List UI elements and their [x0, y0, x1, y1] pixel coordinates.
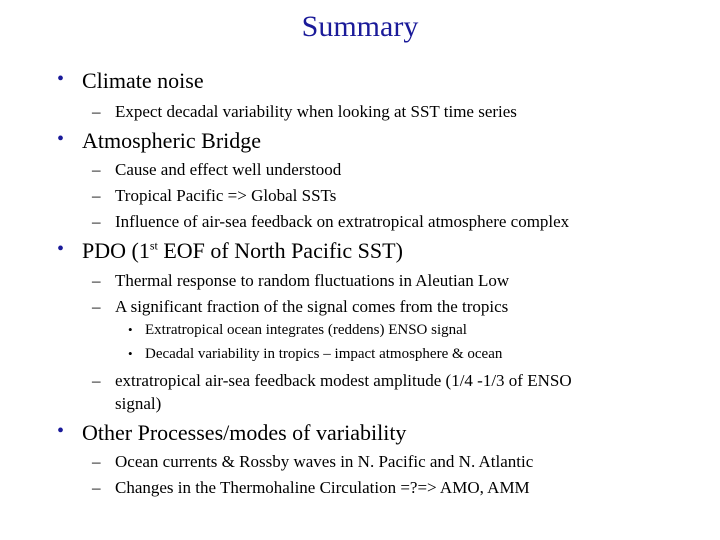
bullet-text: Atmospheric Bridge — [82, 128, 262, 153]
dash-marker: – — [92, 186, 101, 205]
sub-item-text: Thermal response to random fluctuations in Aleutian Low — [115, 271, 510, 290]
sub-item-text: Tropical Pacific => Global SSTs — [115, 186, 337, 205]
slide-title: Summary — [301, 10, 419, 43]
sub-sub-item-text: Decadal variability in tropics – impact atmosphere & ocean — [145, 346, 503, 362]
sub-item-text: Cause and effect well understood — [115, 160, 342, 179]
bullet-marker: • — [57, 128, 65, 150]
dash-marker: – — [92, 297, 101, 316]
sub-item-text: Ocean currents & Rossby waves in N. Pacific and N. Atlantic — [115, 452, 534, 471]
dash-marker: – — [92, 271, 101, 290]
bullet-marker: • — [57, 238, 65, 260]
bullet-marker: • — [128, 346, 133, 361]
sub-item-text: extratropical air-sea feedback modest amplitude (1/4 -1/3 of ENSO — [115, 371, 572, 390]
sub-item-text: A significant fraction of the signal comes from the tropics — [115, 297, 509, 316]
dash-marker: – — [92, 160, 101, 179]
sub-item-text: Expect decadal variability when looking at SST time series — [115, 102, 517, 121]
bullet-text: Other Processes/modes of variability — [82, 420, 407, 445]
dash-marker: – — [92, 371, 101, 390]
sub-item-text: Influence of air-sea feedback on extratropical atmosphere complex — [115, 212, 570, 231]
dash-marker: – — [92, 452, 101, 471]
sub-item-text: signal) — [115, 394, 162, 413]
bullet-text: Climate noise — [82, 68, 204, 93]
sub-sub-item-text: Extratropical ocean integrates (reddens) ENSO signal — [145, 322, 467, 338]
bullet-marker: • — [128, 322, 133, 337]
sub-item-text: Changes in the Thermohaline Circulation =?=> AMO, AMM — [115, 478, 530, 497]
dash-marker: – — [92, 102, 101, 121]
bullet-marker: • — [57, 420, 65, 442]
bullet-marker: • — [57, 68, 65, 90]
bullet-text: PDO (1st EOF of North Pacific SST) — [82, 238, 403, 263]
dash-marker: – — [92, 478, 101, 497]
dash-marker: – — [92, 212, 101, 231]
